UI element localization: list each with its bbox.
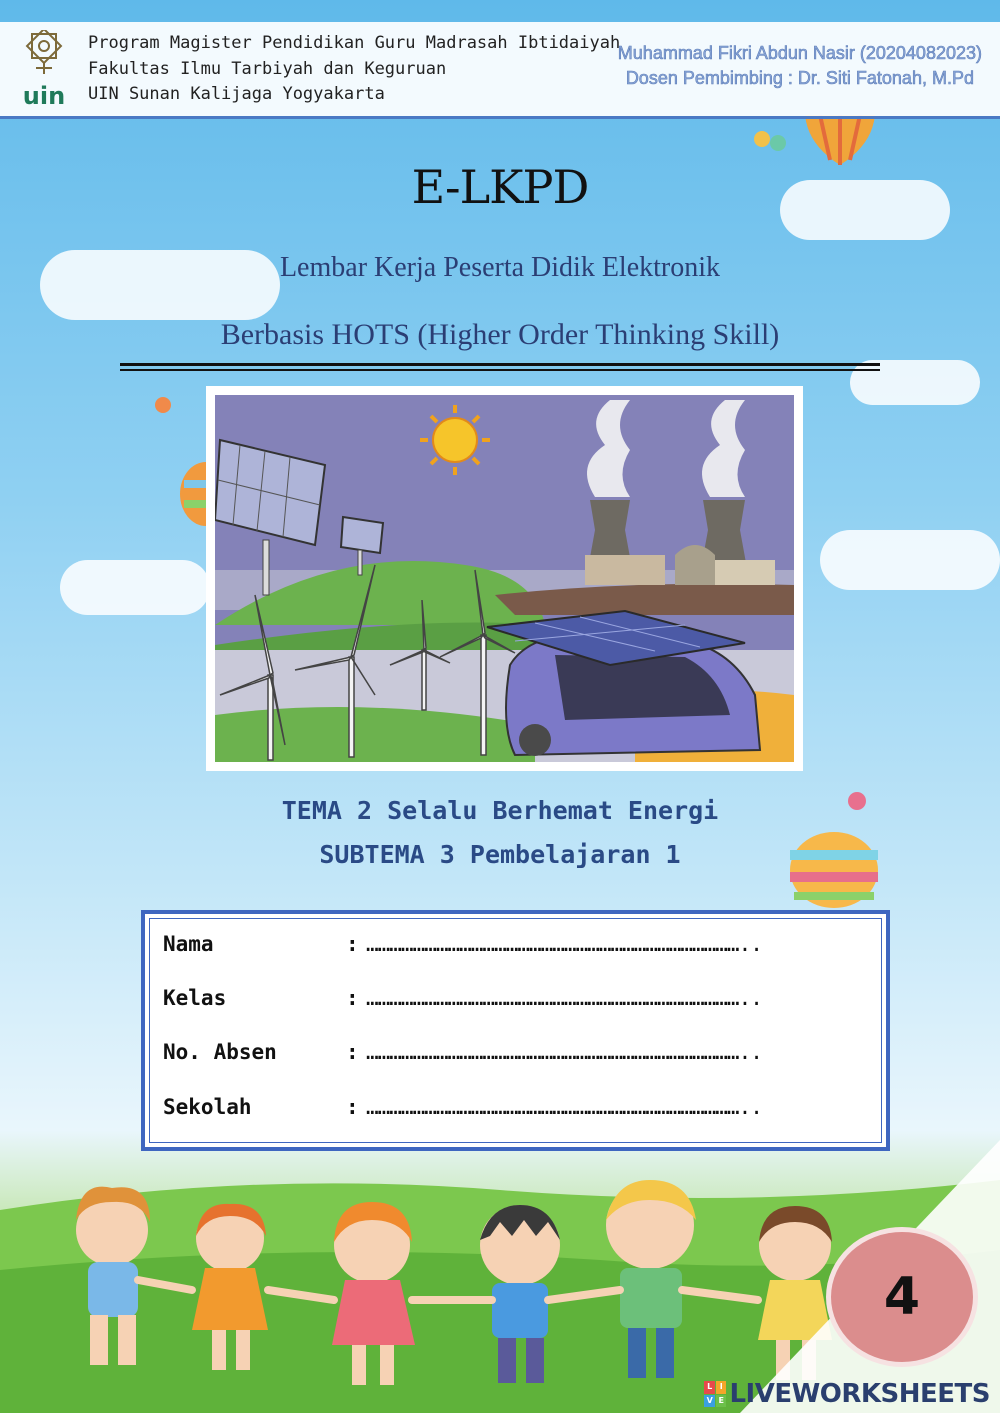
field-colon: : — [346, 1040, 359, 1064]
svg-text:uin: uin — [22, 82, 66, 110]
institution-line: Fakultas Ilmu Tarbiyah dan Keguruan — [88, 58, 447, 79]
author-block — [618, 41, 982, 91]
grade-badge: 4 — [826, 1227, 978, 1367]
subtitle: Berbasis HOTS (Higher Order Thinking Skill) — [220, 318, 780, 351]
author-name: Muhammad Fikri Abdun Nasir (20204082023) — [617, 43, 982, 63]
renewable-energy-illustration — [215, 395, 794, 762]
institution-line: UIN Sunan Kalijaga Yogyakarta — [88, 84, 385, 104]
field-label: No. Absen — [163, 1040, 277, 1064]
school-input[interactable]: …………………………………………………………………………………….. — [366, 1095, 762, 1119]
uin-logo-icon — [14, 30, 74, 110]
theme-title: TEMA 2 Selalu Berhemat Energi — [281, 796, 719, 825]
field-colon: : — [346, 986, 359, 1010]
field-colon: : — [346, 1095, 359, 1119]
balloon-icon — [750, 125, 790, 160]
supervisor-name: Dosen Pembimbing : Dr. Siti Fatonah, M.Pd — [625, 68, 974, 88]
logo-letter: E — [716, 1395, 727, 1408]
liveworksheets-wordmark[interactable]: LIVEWORKSHEETS — [729, 1379, 990, 1409]
liveworksheets-brand — [704, 1379, 990, 1409]
cloud — [820, 530, 1000, 590]
header-banner — [0, 22, 1000, 119]
field-label: Nama — [163, 932, 214, 956]
subtitle: Lembar Kerja Peserta Didik Elektronik — [279, 252, 721, 283]
name-input[interactable]: …………………………………………………………………………………….. — [366, 932, 762, 956]
institution-line: Program Magister Pendidikan Guru Madrasah Ibtidaiyah — [88, 33, 621, 53]
field-label: Sekolah — [163, 1095, 252, 1119]
cloud — [60, 560, 210, 615]
balloon-icon — [153, 395, 173, 417]
field-colon: : — [346, 932, 359, 956]
logo-letter: I — [716, 1381, 727, 1394]
subtheme-title: SUBTEMA 3 Pembelajaran 1 — [319, 840, 681, 869]
institution-text — [88, 31, 620, 108]
student-info-box — [141, 910, 890, 1151]
logo-letter: V — [704, 1395, 715, 1408]
cloud — [850, 360, 980, 405]
liveworksheets-logo-icon — [704, 1381, 726, 1407]
attendance-number-input[interactable]: …………………………………………………………………………………….. — [366, 1040, 762, 1064]
divider — [120, 369, 880, 371]
energy-illustration-frame — [206, 386, 803, 771]
field-label: Kelas — [163, 986, 227, 1010]
page-title: E-LKPD — [411, 160, 589, 214]
divider — [120, 363, 880, 366]
class-input[interactable]: …………………………………………………………………………………….. — [366, 986, 762, 1010]
logo-letter: L — [704, 1381, 715, 1394]
